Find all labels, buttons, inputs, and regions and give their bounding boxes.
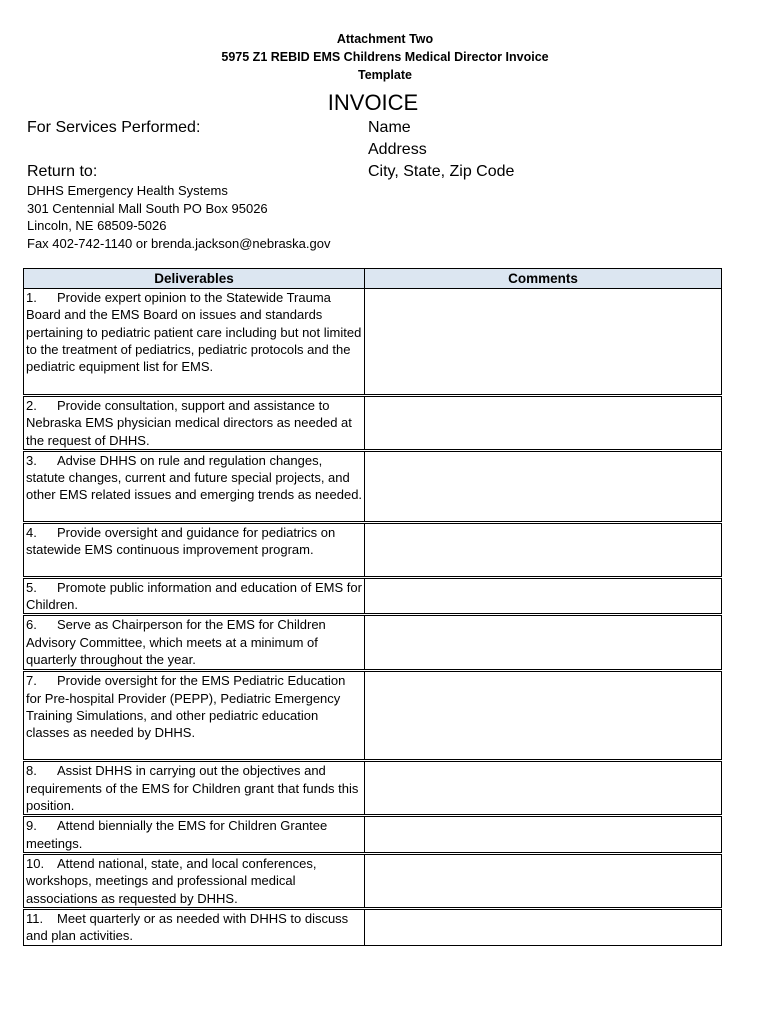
return-address-line: 301 Centennial Mall South PO Box 95026 bbox=[27, 200, 268, 216]
table-row bbox=[24, 522, 722, 577]
comment-cell[interactable] bbox=[365, 615, 722, 671]
comment-cell[interactable] bbox=[365, 816, 722, 854]
deliverable-cell bbox=[24, 615, 365, 671]
deliverable-text: Promote public information and education of EMS for Children. bbox=[26, 579, 362, 613]
table-row bbox=[24, 615, 722, 671]
deliverable-text: Provide consultation, support and assistance to Nebraska EMS physician medical directors as needed at the request of DHHS. bbox=[26, 398, 352, 448]
deliverable-text: Attend biennially the EMS for Children Grantee meetings. bbox=[26, 818, 328, 851]
table-row bbox=[24, 289, 722, 396]
services-performed-label: For Services Performed: bbox=[27, 119, 201, 136]
deliverable-text: Meet quarterly or as needed with DHHS to discuss and plan activities. bbox=[26, 911, 349, 944]
deliverable-cell bbox=[24, 396, 365, 451]
table-row bbox=[24, 450, 722, 522]
table-row bbox=[24, 909, 722, 946]
document-subtitle: Template bbox=[358, 68, 412, 82]
deliverable-cell bbox=[24, 854, 365, 909]
comment-cell[interactable] bbox=[365, 522, 722, 577]
table-row bbox=[24, 577, 722, 615]
deliverable-text: Assist DHHS in carrying out the objectives and requirements of the EMS for Children grant that funds this position. bbox=[26, 763, 359, 814]
deliverable-cell bbox=[24, 577, 365, 615]
table-row bbox=[24, 854, 722, 909]
table-row bbox=[24, 671, 722, 761]
deliverable-text: Attend national, state, and local conferences, workshops, meetings and professional medical associations as requested by DHHS. bbox=[26, 856, 317, 906]
comment-cell[interactable] bbox=[365, 909, 722, 946]
deliverable-text: Provide oversight and guidance for pediatrics on statewide EMS continuous improvement program. bbox=[26, 524, 336, 558]
deliverable-cell bbox=[24, 671, 365, 761]
comment-cell[interactable] bbox=[365, 854, 722, 909]
invoice-title: INVOICE bbox=[327, 90, 419, 115]
deliverable-number: 7. bbox=[26, 673, 37, 689]
deliverable-number: 4. bbox=[26, 524, 37, 540]
deliverable-number: 11. bbox=[26, 911, 44, 927]
recipient-address: Address bbox=[368, 141, 427, 158]
deliverable-cell bbox=[24, 816, 365, 854]
deliverable-number: 5. bbox=[26, 579, 37, 595]
table-row bbox=[24, 816, 722, 854]
deliverable-number: 6. bbox=[26, 617, 37, 633]
deliverable-number: 9. bbox=[26, 818, 37, 834]
deliverable-text: Serve as Chairperson for the EMS for Children Advisory Committee, which meets at a minimum of quarterly throughout the year. bbox=[26, 617, 326, 668]
deliverable-number: 2. bbox=[26, 398, 37, 413]
recipient-name: Name bbox=[368, 119, 411, 136]
attachment-title: Attachment Two bbox=[336, 32, 434, 46]
comment-cell[interactable] bbox=[365, 450, 722, 522]
comment-cell[interactable] bbox=[365, 577, 722, 615]
deliverable-cell bbox=[24, 450, 365, 522]
deliverable-number: 8. bbox=[26, 763, 37, 779]
deliverable-text: Advise DHHS on rule and regulation changes, statute changes, current and future special projects, and other EMS related issues and emerging trends as needed. bbox=[26, 452, 363, 503]
deliverables-table bbox=[23, 268, 722, 946]
deliverable-cell bbox=[24, 909, 365, 946]
deliverable-number: 1. bbox=[26, 290, 37, 305]
deliverable-cell bbox=[24, 522, 365, 577]
comment-cell[interactable] bbox=[365, 761, 722, 816]
document-title: 5975 Z1 REBID EMS Childrens Medical Director Invoice bbox=[221, 50, 549, 64]
deliverable-text: Provide expert opinion to the Statewide Trauma Board and the EMS Board on issues and standards pertaining to pediatric patient care including but not limited to the treatment of pediatrics, pediatric protocols and the pediatric equipment list for EMS. bbox=[26, 290, 362, 375]
deliverable-number: 10. bbox=[26, 856, 45, 872]
table-header-row bbox=[24, 269, 722, 289]
return-address-line: DHHS Emergency Health Systems bbox=[27, 183, 228, 198]
return-address-line: Lincoln, NE 68509-5026 bbox=[27, 218, 167, 233]
comment-cell[interactable] bbox=[365, 396, 722, 451]
return-address-line: Fax 402-742-1140 or brenda.jackson@nebraska.gov bbox=[27, 235, 331, 251]
deliverable-number: 3. bbox=[26, 452, 37, 468]
deliverable-text: Provide oversight for the EMS Pediatric Education for Pre-hospital Provider (PEPP), Pediatric Emergency Training Simulations, and other pediatric education classes as needed by DHHS. bbox=[26, 673, 346, 741]
deliverable-cell bbox=[24, 289, 365, 396]
recipient-city-state-zip: City, State, Zip Code bbox=[368, 163, 515, 180]
return-to-label: Return to: bbox=[27, 163, 98, 180]
comments-header: Comments bbox=[365, 269, 722, 289]
comment-cell[interactable] bbox=[365, 289, 722, 396]
return-address bbox=[27, 182, 330, 252]
deliverable-cell bbox=[24, 761, 365, 816]
deliverables-header: Deliverables bbox=[24, 269, 365, 289]
table-row bbox=[24, 396, 722, 451]
table-row bbox=[24, 761, 722, 816]
comment-cell[interactable] bbox=[365, 671, 722, 761]
